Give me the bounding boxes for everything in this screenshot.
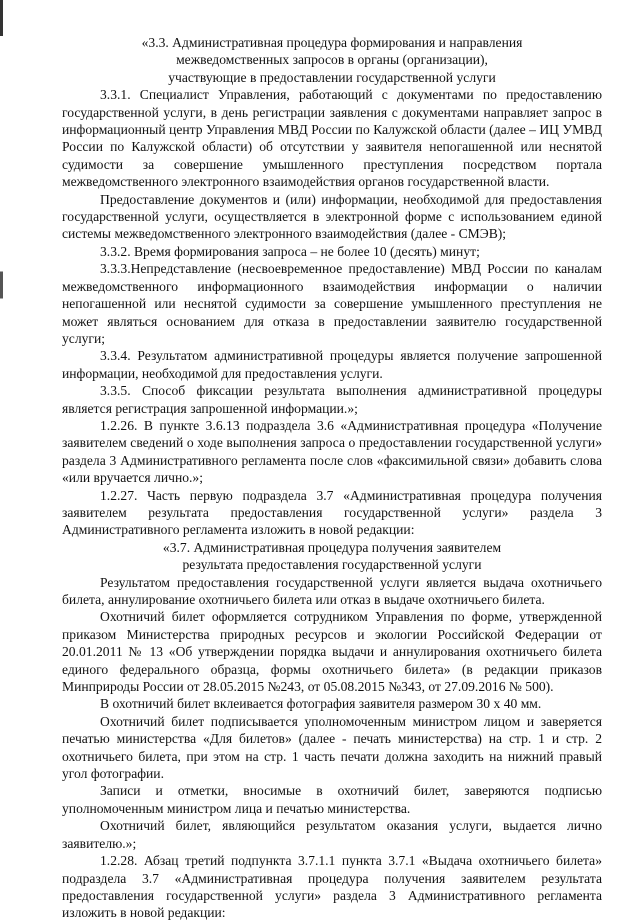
paragraph-records: Записи и отметки, вносимые в охотничий билет, заверяются подписью уполномоченным министром лица и печатью министерства. — [62, 783, 602, 816]
heading-line: результата предоставления государственной услуги — [182, 557, 482, 573]
paragraph-1-2-26: 1.2.26. В пункте 3.6.13 подраздела 3.6 «Административная процедура «Получение заявителем сведений о ходе выполнения запроса о предоставлении государственной услуги» раздела 3 Административного регламента после слов «факсимильной связи» добавить слова «или вручается лично.»; — [62, 417, 602, 486]
paragraph-signature-seal: Охотничий билет подписывается уполномоченным министром лицом и заверяется печатью министерства «Для билетов» (далее - печать министерства) на стр. 1 и стр. 2 охотничьего билета, при этом на стр. 1 часть печати должна заходить на нижний правый угол фотографии. — [62, 713, 602, 782]
paragraph-photo: В охотничий билет вклеивается фотография заявителя размером 30 х 40 мм. — [100, 696, 542, 712]
heading-line: межведомственных запросов в органы (организации), — [176, 52, 488, 68]
document-page — [62, 34, 602, 922]
paragraph-3-3-1: 3.3.1. Специалист Управления, работающий с документами по предоставлению государственной услуги, в день регистрации заявления с документами направляет запрос в информационный центр Управления МВД России по Калужской области (далее – ИЦ УМВД России по Калужской области) об отсутствии у заявителя непогашенной или неснятой судимости за совершение умышленного преступления посредством портала межведомственного электронного взаимодействия органов государственной власти. — [62, 87, 602, 190]
section-heading-3-7 — [62, 539, 602, 574]
section-heading-3-3 — [62, 34, 602, 86]
paragraph-smev: Предоставление документов и (или) информации, необходимой для предоставления государственной услуги, осуществляется в электронной форме с использованием единой системы межведомственного электронного взаимодействия (далее - СМЭВ); — [62, 191, 602, 242]
paragraph-1-2-28: 1.2.28. Абзац третий подпункта 3.7.1.1 пункта 3.7.1 «Выдача охотничьего билета» подраздела 3.7 «Административная процедура получения заявителем результата предоставления государственной услуги» раздела 3 Административного регламента изложить в новой редакции: — [62, 853, 602, 921]
paragraph-ticket-form: Охотничий билет оформляется сотрудником Управления по форме, утвержденной приказом Министерства природных ресурсов и экологии Российской Федерации от 20.01.2011 № 13 «Об утверждении порядка выдачи и аннулирования охотничьего билета единого федерального образца, формы охотничьего билета» (в редакции приказов Минприроды России от 28.05.2015 №243, от 05.08.2015 №343, от 27.09.2016 № 500). — [62, 609, 602, 695]
heading-line: участвующие в предоставлении государственной услуги — [168, 69, 496, 85]
paragraph-3-3-2: 3.3.2. Время формирования запроса – не более 10 (десять) минут; — [100, 243, 480, 259]
heading-line: «3.3. Административная процедура формирования и направления — [141, 35, 523, 50]
paragraph-3-3-5: 3.3.5. Способ фиксации результата выполнения административной процедуры является регистрация запрошенной информации.»; — [62, 383, 602, 416]
scan-edge-mark — [0, 0, 3, 905]
paragraph-3-3-4: 3.3.4. Результатом административной процедуры является получение запрошенной информации, необходимой для предоставления услуги. — [62, 348, 602, 381]
paragraph-3-3-3: 3.3.3.Непредставление (несвоевременное предоставление) МВД России по каналам межведомственного информационного взаимодействия информации о наличии непогашенной или неснятой судимости за совершение умышленного преступления не может являться основанием для отказа в предоставлении заявителю государственной услуги; — [62, 261, 602, 346]
paragraph-1-2-27: 1.2.27. Часть первую подраздела 3.7 «Административная процедура получения заявителем результата предоставления государственной услуги» раздела 3 Административного регламента изложить в новой редакции: — [62, 487, 602, 538]
paragraph-result: Результатом предоставления государственной услуги является выдача охотничьего билета, аннулирование охотничьего билета или отказ в выдаче охотничьего билета. — [62, 574, 602, 607]
heading-line: «3.7. Административная процедура получения заявителем — [162, 539, 502, 555]
paragraph-issue: Охотничий билет, являющийся результатом оказания услуги, выдается лично заявителю.»; — [62, 818, 602, 851]
